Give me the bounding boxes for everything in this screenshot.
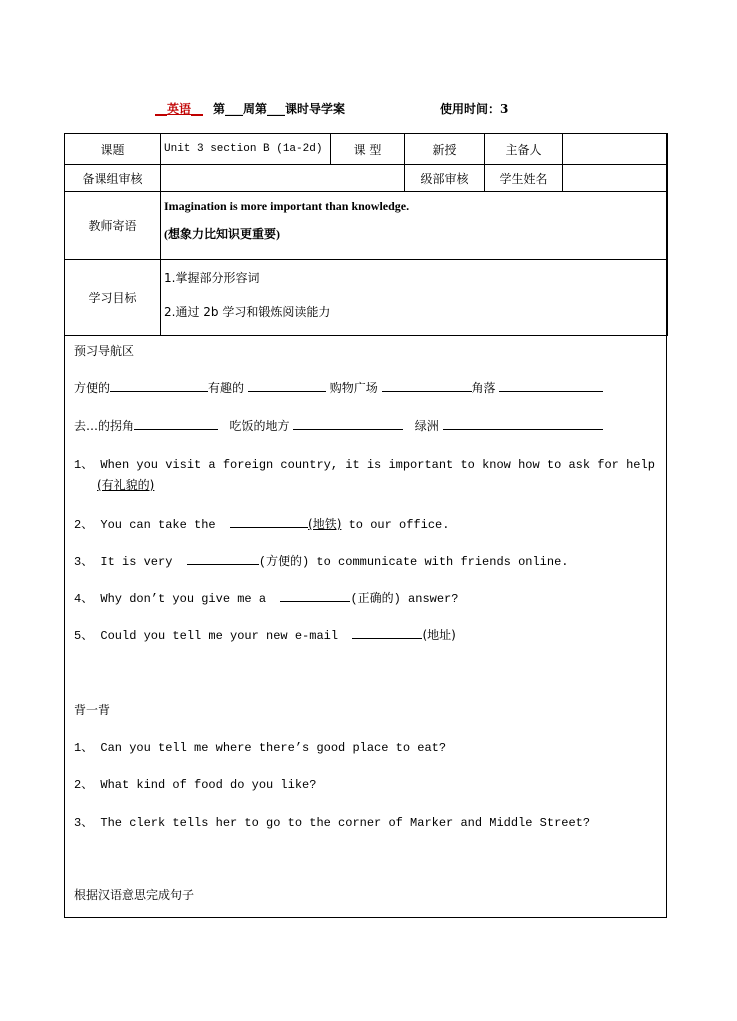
goals	[161, 260, 668, 336]
blank[interactable]	[499, 379, 603, 392]
blank[interactable]	[382, 379, 472, 392]
sentence-1: 1、 When you visit a foreign country, it is important to know how to ask for help	[74, 458, 655, 472]
sentence-4: 4、 Why don’t you give me a (正确的) answer?	[74, 589, 458, 606]
blank[interactable]	[134, 417, 218, 430]
blank[interactable]	[248, 379, 326, 392]
sentence-5: 5、 Could you tell me your new e-mail (地址)	[74, 628, 456, 643]
lesson-type-label: 课 型	[331, 134, 405, 165]
recite-item-2: 2、 What kind of food do you like?	[74, 778, 317, 792]
subject-label: __英语__	[155, 102, 204, 116]
blank[interactable]	[110, 379, 208, 392]
teacher-message	[161, 192, 668, 260]
blank[interactable]	[293, 417, 403, 430]
recite-heading: 背一背	[74, 703, 111, 717]
preview-heading: 预习导航区	[74, 344, 135, 358]
sentence-1-hint: (有礼貌的)	[97, 478, 155, 492]
sentence-2: 2、 You can take the (地铁) to our office.	[74, 517, 450, 532]
week-lesson-label: 第___周第___课时导学案	[213, 102, 346, 116]
complete-heading: 根据汉语意思完成句子	[74, 888, 195, 902]
group-review-value	[161, 165, 405, 192]
teacher-message-label: 教师寄语	[65, 192, 161, 260]
goal-1: 1.掌握部分形容词	[164, 271, 260, 285]
grade-review-label: 级部审核	[405, 165, 485, 192]
blank[interactable]	[280, 589, 350, 602]
sentence-3: 3、 It is very (方便的) to communicate with friends online.	[74, 552, 568, 569]
preparer-value	[563, 134, 668, 165]
vocab-row-1: 方便的 有趣的 购物广场 角落	[74, 379, 603, 396]
recite-item-3: 3、 The clerk tells her to go to the corner of Marker and Middle Street?	[74, 816, 591, 830]
teacher-message-en: Imagination is more important than knowledge.	[164, 199, 410, 213]
student-name-value	[563, 165, 668, 192]
blank[interactable]	[187, 552, 259, 565]
usage-time: 使用时间：3	[440, 102, 509, 116]
worksheet-frame	[64, 133, 667, 918]
goal-2: 2.通过 2b 学习和锻炼阅读能力	[164, 305, 331, 319]
goals-label: 学习目标	[65, 260, 161, 336]
blank[interactable]	[352, 626, 422, 639]
blank[interactable]	[230, 515, 308, 528]
blank[interactable]	[443, 417, 603, 430]
preparer-label: 主备人	[485, 134, 563, 165]
topic-label: 课题	[65, 134, 161, 165]
recite-item-1: 1、 Can you tell me where there’s good place to eat?	[74, 741, 447, 755]
lesson-type-value: 新授	[405, 134, 485, 165]
teacher-message-cn: (想象力比知识更重要)	[164, 227, 280, 241]
lesson-info-table	[64, 133, 668, 336]
vocab-row-2: 去…的拐角 吃饭的地方 绿洲	[74, 417, 603, 434]
student-name-label: 学生姓名	[485, 165, 563, 192]
group-review-label: 备课组审核	[65, 165, 161, 192]
topic-value: Unit 3 section B (1a-2d)	[161, 134, 331, 165]
